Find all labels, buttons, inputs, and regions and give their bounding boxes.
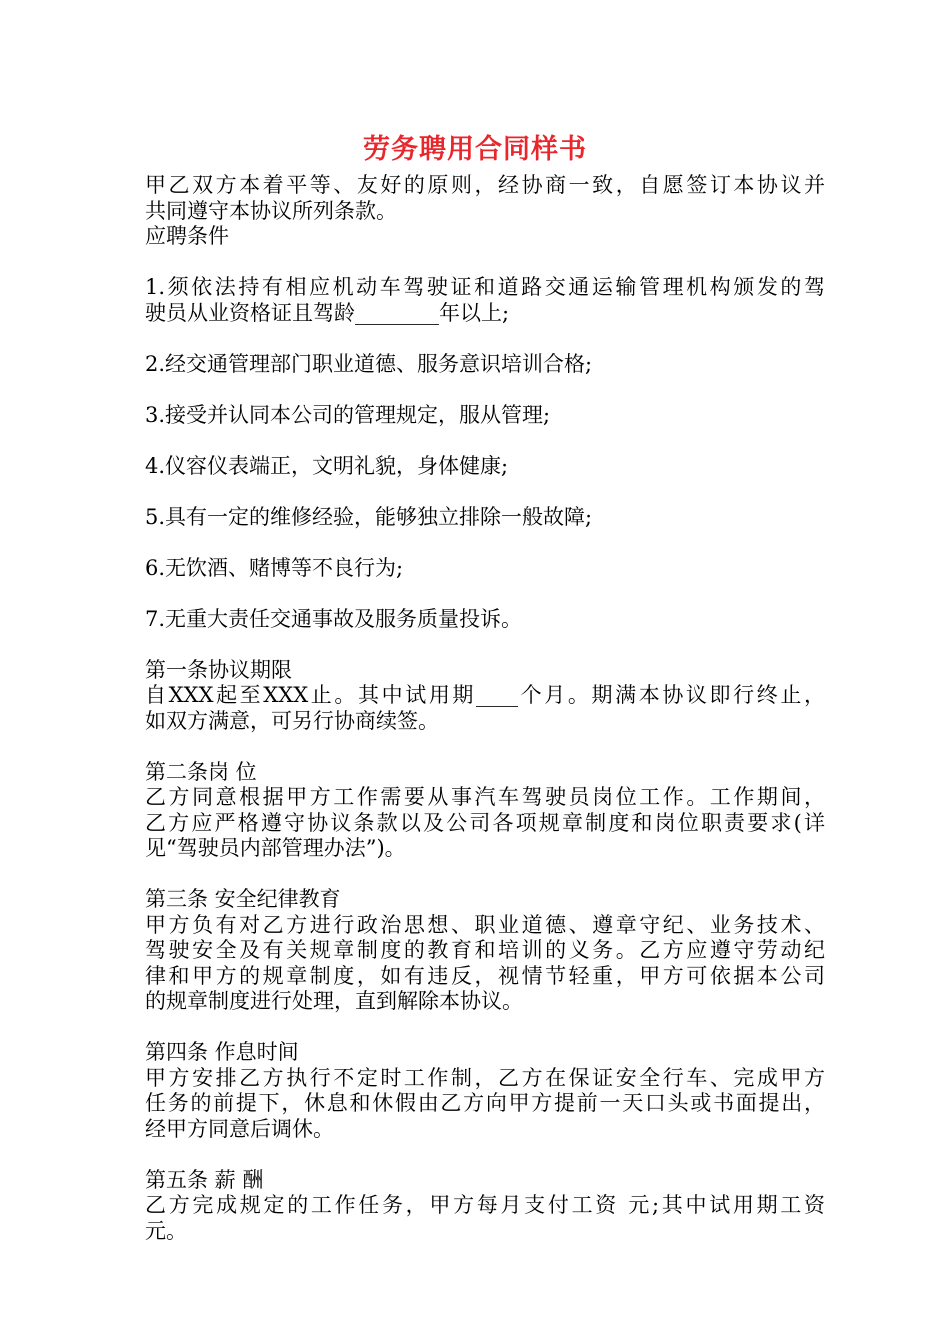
- spacer: [145, 1142, 825, 1168]
- spacer: [145, 250, 825, 276]
- article-line: 律和甲方的规章制度，如有违反，视情节轻重，甲方可依据本公司: [145, 963, 825, 988]
- condition-item: 5.具有一定的维修经验，能够独立排除一般故障;: [145, 504, 593, 529]
- article-heading: 第三条 安全纪律教育: [145, 887, 341, 911]
- article-line: 甲方安排乙方执行不定时工作制，乙方在保证安全行车、完成甲方: [145, 1065, 825, 1090]
- article-line: 的规章制度进行处理，直到解除本协议。: [145, 989, 523, 1013]
- article-section: [145, 1168, 825, 1245]
- article-line: 乙方应严格遵守协议条款以及公司各项规章制度和岗位职责要求(详: [145, 810, 825, 835]
- article-section: [145, 658, 825, 735]
- article-line: 乙方同意根据甲方工作需要从事汽车驾驶员岗位工作。工作期间，: [145, 785, 825, 809]
- spacer: [145, 377, 825, 403]
- intro-paragraph: [145, 173, 825, 224]
- condition-item: 6.无饮酒、赌博等不良行为;: [145, 555, 404, 580]
- article-heading: 第四条 作息时间: [145, 1040, 299, 1064]
- article-section: [145, 1040, 825, 1142]
- article-line: 如双方满意，可另行协商续签。: [145, 708, 439, 733]
- article-heading: 第五条 薪 酬: [145, 1167, 264, 1192]
- spacer: [145, 428, 825, 454]
- condition-item: [145, 275, 825, 326]
- article-section: [145, 760, 825, 862]
- spacer: [145, 530, 825, 556]
- conditions-heading: 应聘条件: [145, 224, 229, 248]
- document-title: 劳务聘用合同样书: [363, 134, 587, 165]
- spacer: [145, 734, 825, 760]
- article-heading: 第二条岗 位: [145, 759, 257, 784]
- article-line: 任务的前提下，休息和休假由乙方向甲方提前一天口头或书面提出，: [145, 1091, 825, 1115]
- condition-line: 驶员从业资格证且驾龄________年以上;: [145, 300, 510, 325]
- article-line: 自XXX起至XXX止。其中试用期____个月。期满本协议即行终止，: [145, 683, 825, 707]
- spacer: [145, 326, 825, 352]
- spacer: [145, 1015, 825, 1041]
- condition-line: 1.须依法持有相应机动车驾驶证和道路交通运输管理机构颁发的驾: [145, 275, 825, 299]
- article-heading: 第一条协议期限: [145, 657, 292, 682]
- condition-item: 2.经交通管理部门职业道德、服务意识培训合格;: [145, 351, 593, 376]
- article-line: 经甲方同意后调休。: [145, 1116, 334, 1141]
- condition-item: 7.无重大责任交通事故及服务质量投诉。: [145, 606, 523, 631]
- spacer: [145, 479, 825, 505]
- article-line: 见“驾驶员内部管理办法”)。: [145, 836, 406, 860]
- document-body: [145, 173, 825, 1244]
- article-line: 乙方完成规定的工作任务，甲方每月支付工资 元;其中试用期工资: [145, 1193, 825, 1217]
- condition-item: 4.仪容仪表端正，文明礼貌，身体健康;: [145, 453, 509, 478]
- spacer: [145, 632, 825, 658]
- spacer: [145, 581, 825, 607]
- intro-line: 甲乙双方本着平等、友好的原则，经协商一致，自愿签订本协议并: [145, 173, 825, 197]
- article-line: 甲方负有对乙方进行政治思想、职业道德、遵章守纪、业务技术、: [145, 912, 825, 937]
- article-section: [145, 887, 825, 1015]
- intro-line: 共同遵守本协议所列条款。: [145, 198, 397, 223]
- condition-item: 3.接受并认同本公司的管理规定，服从管理;: [145, 402, 551, 427]
- article-line: 驾驶安全及有关规章制度的教育和培训的义务。乙方应遵守劳动纪: [145, 938, 825, 962]
- article-line: 元。: [145, 1218, 187, 1243]
- spacer: [145, 862, 825, 888]
